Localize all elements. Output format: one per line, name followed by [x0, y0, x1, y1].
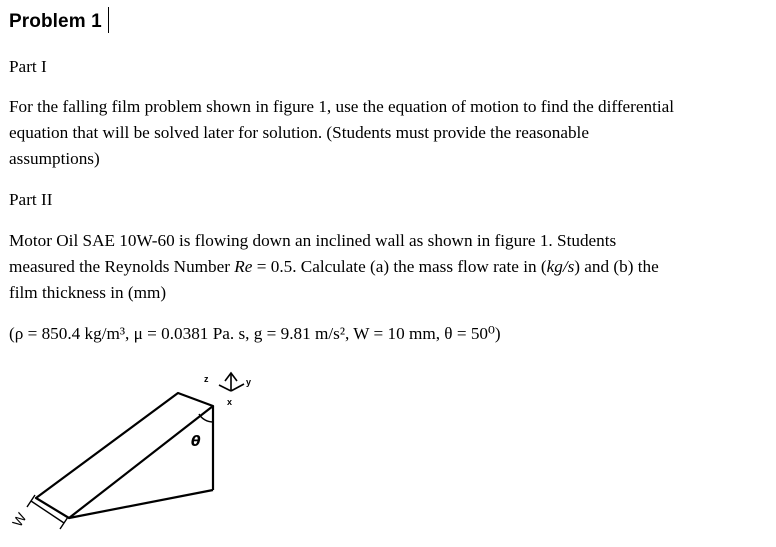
part-ii-line-3: film thickness in (mm) — [9, 283, 167, 302]
problem-heading — [9, 7, 109, 33]
reynolds-value: = 0.5. Calculate (a) the mass flow rate in ( — [252, 257, 547, 276]
width-label: W — [8, 509, 30, 530]
given-parameters: (ρ = 850.4 kg/m³, μ = 0.0381 Pa. s, g = 9.81 m/s², W = 10 mm, θ = 50⁰) — [9, 324, 501, 343]
mass-flow-unit: kg/s — [546, 257, 575, 276]
part-ii-paragraph — [9, 228, 769, 306]
y-axis-shaft — [231, 384, 244, 391]
part-ii-line-2 — [9, 254, 769, 280]
z-axis-shaft — [219, 385, 231, 391]
x-axis-label: x — [227, 397, 233, 407]
part-i-label: Part I — [9, 57, 47, 76]
part-i-line-2: equation that will be solved later for solution. (Students must provide the reasonable — [9, 123, 589, 142]
part-ii-label: Part II — [9, 190, 53, 209]
theta-label: θ — [191, 434, 201, 450]
wall-outline — [36, 393, 213, 518]
part-ii-line-1: Motor Oil SAE 10W-60 is flowing down an inclined wall as shown in figure 1. Students — [9, 231, 617, 250]
line-2-before: measured the Reynolds Number — [9, 257, 235, 276]
width-tick-bottom — [60, 517, 68, 529]
line-2-after: ) and (b) the — [574, 257, 659, 276]
reynolds-symbol: Re — [234, 257, 253, 276]
part-i-paragraph — [9, 94, 769, 172]
wall-base-edge — [69, 490, 213, 518]
width-tick-top — [27, 495, 35, 507]
problem-title: Problem 1 — [9, 11, 102, 32]
axis-arrows — [219, 373, 244, 391]
part-i-line-3: assumptions) — [9, 149, 100, 168]
z-axis-label: z — [204, 374, 209, 384]
width-dimension — [27, 495, 68, 529]
wall-top-face — [36, 393, 213, 518]
part-i-line-1: For the falling film problem shown in figure 1, use the equation of motion to find the differential — [9, 97, 675, 116]
text-cursor — [108, 7, 109, 33]
inclined-wall-figure — [0, 360, 300, 547]
y-axis-label: y — [246, 377, 252, 387]
